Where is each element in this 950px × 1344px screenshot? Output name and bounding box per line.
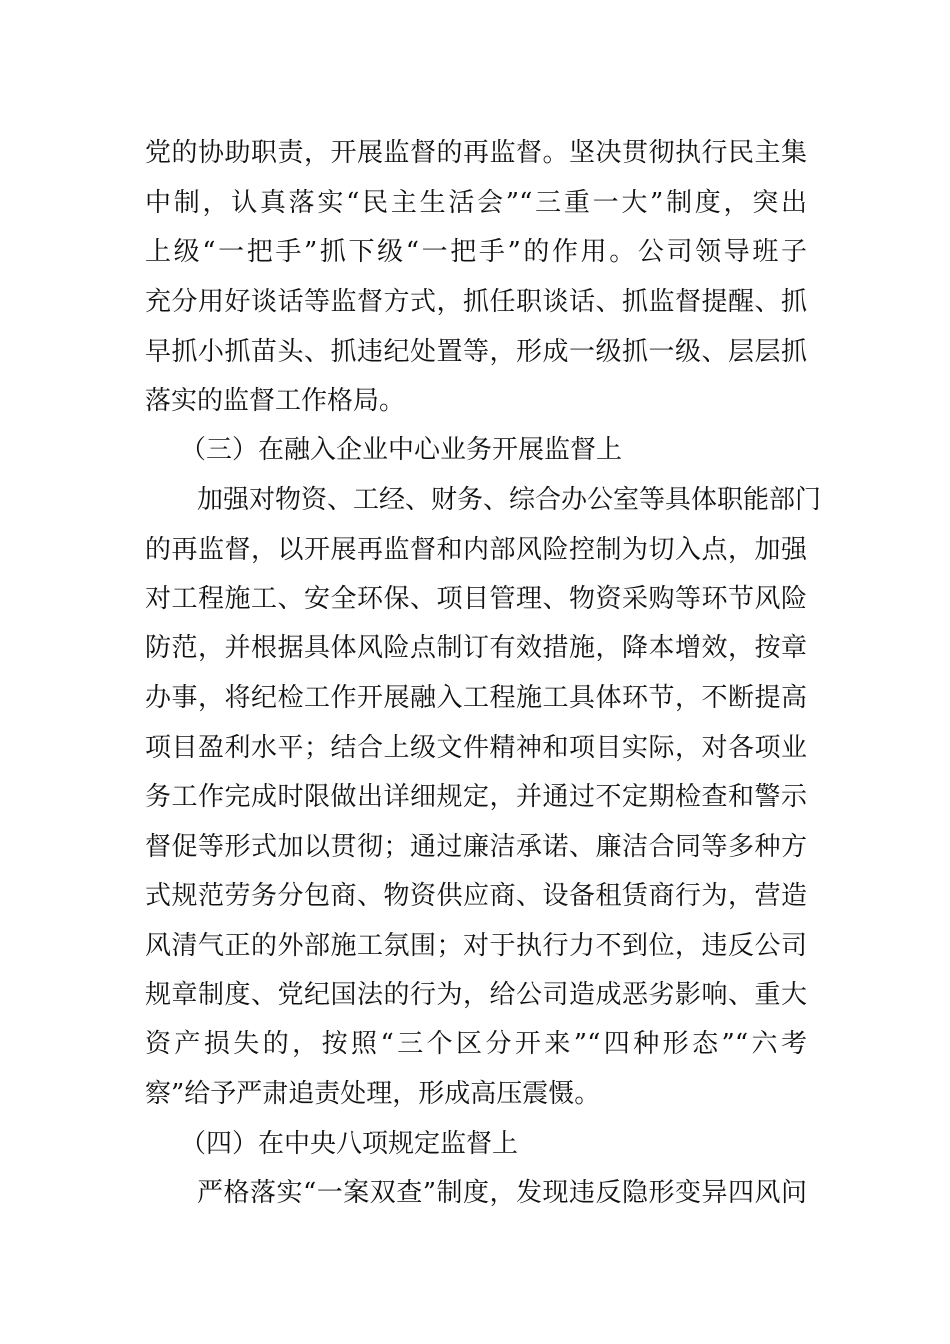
text-line: 规章制度、党纪国法的行为，给公司造成恶劣影响、重大 — [145, 980, 807, 1010]
text-line: 落实的监督工作格局。 — [145, 386, 406, 416]
text-line: 中制，认真落实“民主生活会”“三重一大”制度，突出 — [145, 188, 807, 218]
text-line: 式规范劳务分包商、物资供应商、设备租赁商行为，营造 — [145, 881, 807, 911]
text-line: 务工作完成时限做出详细规定，并通过不定期检查和警示 — [145, 782, 807, 812]
paragraph-first-line: 严格落实“一案双查”制度，发现违反隐形变异四风问 — [197, 1178, 807, 1208]
text-line: 充分用好谈话等监督方式，抓任职谈话、抓监督提醒、抓 — [145, 287, 807, 317]
text-line: 风清气正的外部施工氛围；对于执行力不到位，违反公司 — [145, 931, 807, 961]
text-line: 督促等形式加以贯彻；通过廉洁承诺、廉洁合同等多种方 — [145, 832, 807, 862]
text-line: 防范，并根据具体风险点制订有效措施，降本增效，按章 — [145, 633, 807, 663]
text-line: 察”给予严肃追责处理，形成高压震慑。 — [145, 1079, 601, 1109]
text-line: 党的协助职责，开展监督的再监督。坚决贯彻执行民主集 — [145, 138, 807, 168]
text-line: 早抓小抓苗头、抓违纪处置等，形成一级抓一级、层层抓 — [145, 337, 807, 367]
section-heading-3: （三）在融入企业中心业务开展监督上 — [180, 435, 623, 465]
paragraph-first-line: 加强对物资、工经、财务、综合办公室等具体职能部门 — [197, 485, 822, 515]
text-line: 资产损失的，按照“三个区分开来”“四种形态”“六考 — [145, 1029, 807, 1059]
text-line: 对工程施工、安全环保、项目管理、物资采购等环节风险 — [145, 584, 807, 614]
text-line: 上级“一把手”抓下级“一把手”的作用。公司领导班子 — [145, 237, 807, 267]
text-line: 的再监督，以开展再监督和内部风险控制为切入点，加强 — [145, 535, 807, 565]
section-heading-4: （四）在中央八项规定监督上 — [180, 1129, 519, 1159]
text-line: 项目盈利水平；结合上级文件精神和项目实际，对各项业 — [145, 733, 807, 763]
text-line: 办事，将纪检工作开展融入工程施工具体环节，不断提高 — [145, 683, 807, 713]
